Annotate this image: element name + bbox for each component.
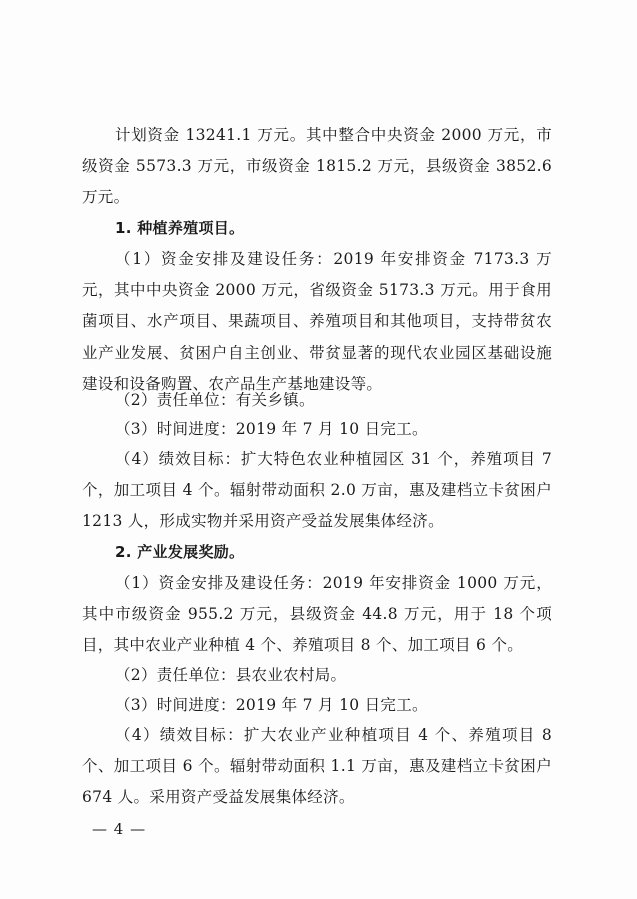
section-heading-planting: 1. 种植养殖项目。 xyxy=(115,219,245,237)
planting-funds-paragraph: （1）资金安排及建设任务：2019 年安排资金 7173.3 万元，其中中央资金 2000 万元，省级资金 5173.3 万元。用于食用菌项目、水产项目、果蔬项目、养殖项目和其他项目，支持带贫农业产业发展、贫困户自主创业、带贫显著的现代农业园区基础设施建设和设备购置、农产品生产基地建设等。 xyxy=(82,250,552,393)
reward-schedule: （3）时间进度：2019 年 7 月 10 日完工。 xyxy=(115,696,428,714)
planting-responsible-unit: （2）责任单位：有关乡镇。 xyxy=(115,391,315,409)
reward-performance-target: （4）绩效目标：扩大农业产业种植项目 4 个、养殖项目 8 个、加工项目 6 个。辐射带动面积 1.1 万亩，惠及建档立卡贫困户 674 人。采用资产受益发展集体经济。 xyxy=(82,726,552,807)
reward-responsible-unit: （2）责任单位：县农业农村局。 xyxy=(115,666,347,684)
page-number: — 4 — xyxy=(92,820,147,838)
planting-performance-target: （4）绩效目标：扩大特色农业种植园区 31 个，养殖项目 7 个，加工项目 4 个。辐射带动面积 2.0 万亩，惠及建档立卡贫困户 1213 人，形成实物并采用资产受益发展集体经济。 xyxy=(82,450,552,531)
intro-paragraph: 计划资金 13241.1 万元。其中整合中央资金 2000 万元，市级资金 5573.3 万元，市级资金 1815.2 万元，县级资金 3852.6 万元。 xyxy=(82,126,552,207)
planting-schedule: （3）时间进度：2019 年 7 月 10 日完工。 xyxy=(115,420,428,438)
reward-funds-paragraph: （1）资金安排及建设任务：2019 年安排资金 1000 万元，其中市级资金 955.2 万元，县级资金 44.8 万元，用于 18 个项目，其中农业产业种植 4 个、养殖项目 8 个、加工项目 6 个。 xyxy=(82,574,552,655)
section-heading-industry-reward: 2. 产业发展奖励。 xyxy=(115,543,245,561)
